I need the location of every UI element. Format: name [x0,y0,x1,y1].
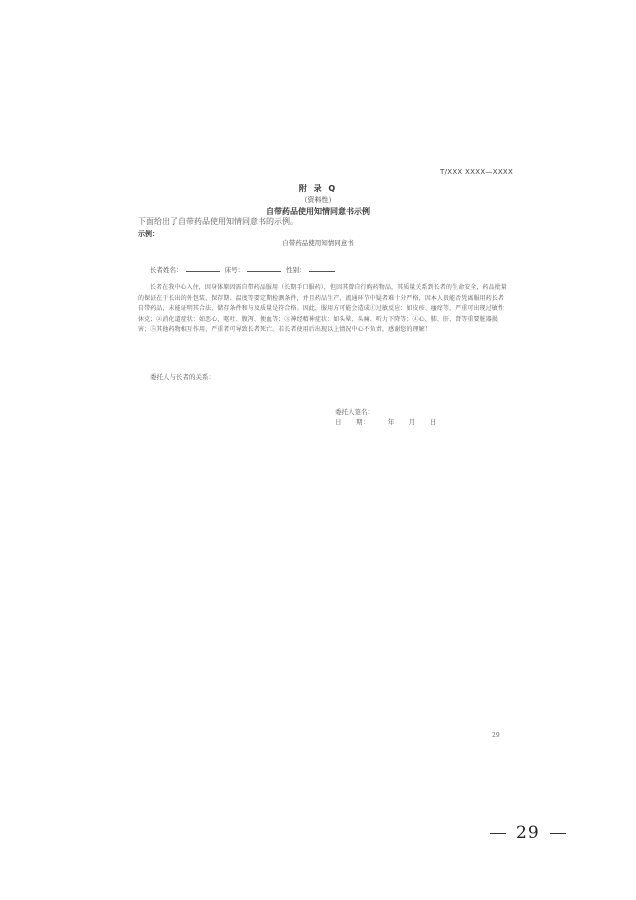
appendix-title: 自带药品使用知情同意书示例 [266,207,370,216]
left-dash [490,833,506,835]
bed-blank [247,265,281,272]
standard-code: T/XXX XXXX—XXXX [440,168,514,176]
page-number-text: 29 [516,823,540,843]
page-number [480,823,576,843]
consent-paragraph: 长者在我中心入住，因身体原因需自带药品服用（长期手口服药），但因其曾自行购药物品，其质量关系到长者的生命安全，药品批量的保证在于长出的外包装、保存期、温度等要定期检测条件，并且药品生产、流通环节中疑者难十分严格，因本人贵能否凭离服用药长者自带药品，未能证明其合法、储存条件和与及质量是符合格。因此，服用方可能会造成①过敏反应：如皮疹、瘙痒等，严重可出现过敏性休克；②消化道症状：如恶心、呕吐、腹泻、便血等；③神经精神症状：如头晕、头痛、听力下降等；④心、肺、肝、肾等重要脏器损害；⑤其他药物相互作用，严重者可导致长者死亡。若长者使用后出现以上情况中心不负责，感谢您的理解！ [138,284,507,333]
appendix-nature: （资料性） [300,196,336,204]
gender-label: 性别： [286,266,306,274]
date-label: 日 期： 年 月 日 [335,418,437,426]
patient-info-row [150,265,338,274]
right-dash [550,833,566,835]
relation-label: 委托人与长者的关系： [150,373,215,381]
example-label: 示例： [138,230,159,238]
name-label: 长者姓名： [150,266,183,274]
gender-blank [309,265,335,272]
bed-label: 床号： [224,266,245,274]
inner-page-number: 29 [492,732,500,739]
name-blank [186,265,220,272]
form-title: 自带药品使用知情同意书 [282,239,354,247]
intro-text: 下面给出了自带药品使用知情同意书的示例。 [138,217,298,226]
appendix-label: 附 录 Q [298,184,338,193]
signature-label: 委托人签名： [335,408,374,416]
